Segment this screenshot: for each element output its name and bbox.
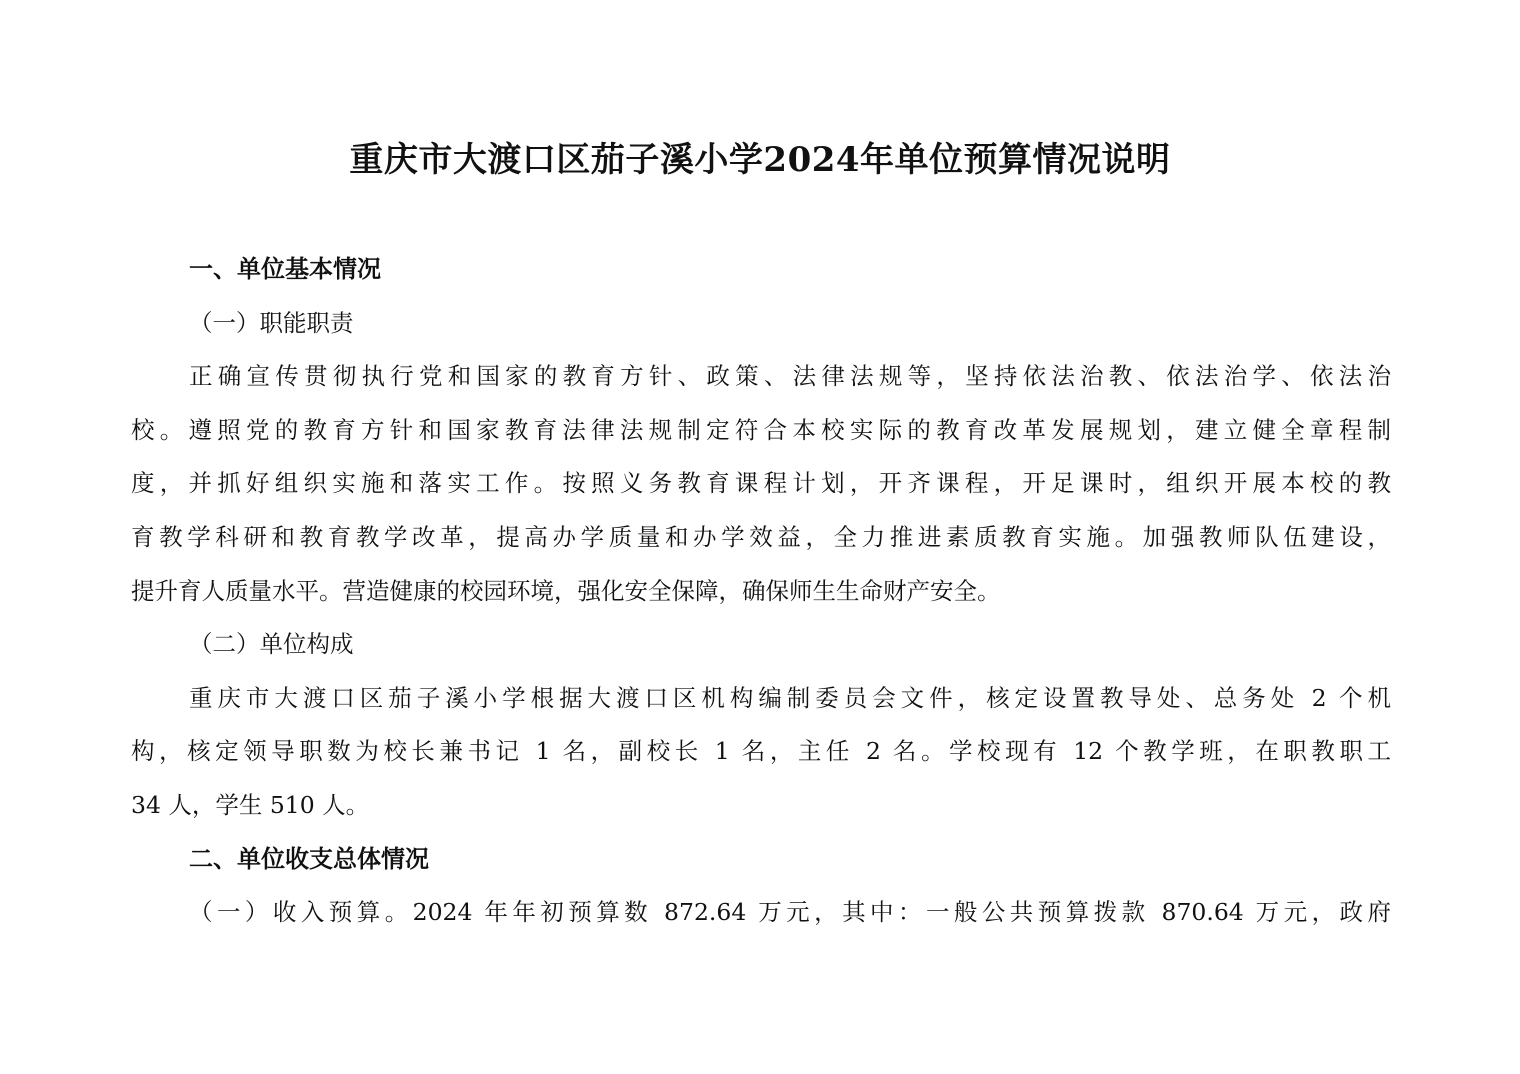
paragraph-line: 育教学科研和教育教学改革，提高办学质量和办学效益，全力推进素质教育实施。加强教师队伍建设，: [131, 522, 1391, 551]
paragraph-line: 度，并抓好组织实施和落实工作。按照义务教育课程计划，开齐课程，开足课时，组织开展本校的教: [131, 469, 1391, 498]
subsection-heading-composition: （二）单位构成: [189, 630, 354, 659]
paragraph-line: 重庆市大渡口区茄子溪小学根据大渡口区机构编制委员会文件，核定设置教导处、总务处 2 个机: [189, 683, 1391, 712]
subsection-heading-duties: （一）职能职责: [189, 308, 354, 337]
paragraph-line: 34 人，学生 510 人。: [131, 790, 370, 819]
paragraph-line: 提升育人质量水平。营造健康的校园环境，强化安全保障，确保师生生命财产安全。: [131, 576, 1001, 605]
section-heading-basic-info: 一、单位基本情况: [189, 255, 381, 283]
paragraph-line: （一）收入预算。2024 年年初预算数 872.64 万元，其中：一般公共预算拨款 870.64 万元，政府: [189, 898, 1391, 927]
document-title: 重庆市大渡口区茄子溪小学2024年单位预算情况说明: [349, 140, 1171, 180]
paragraph-line: 构，核定领导职数为校长兼书记 1 名，副校长 1 名，主任 2 名。学校现有 12 个教学班，在职教职工: [131, 737, 1391, 766]
paragraph-line: 校。遵照党的教育方针和国家教育法律法规制定符合本校实际的教育改革发展规划，建立健全章程制: [131, 415, 1391, 444]
document-body: [131, 243, 1391, 940]
paragraph-line: 正确宣传贯彻执行党和国家的教育方针、政策、法律法规等，坚持依法治教、依法治学、依法治: [189, 362, 1391, 391]
section-heading-budget-overview: 二、单位收支总体情况: [189, 844, 429, 873]
